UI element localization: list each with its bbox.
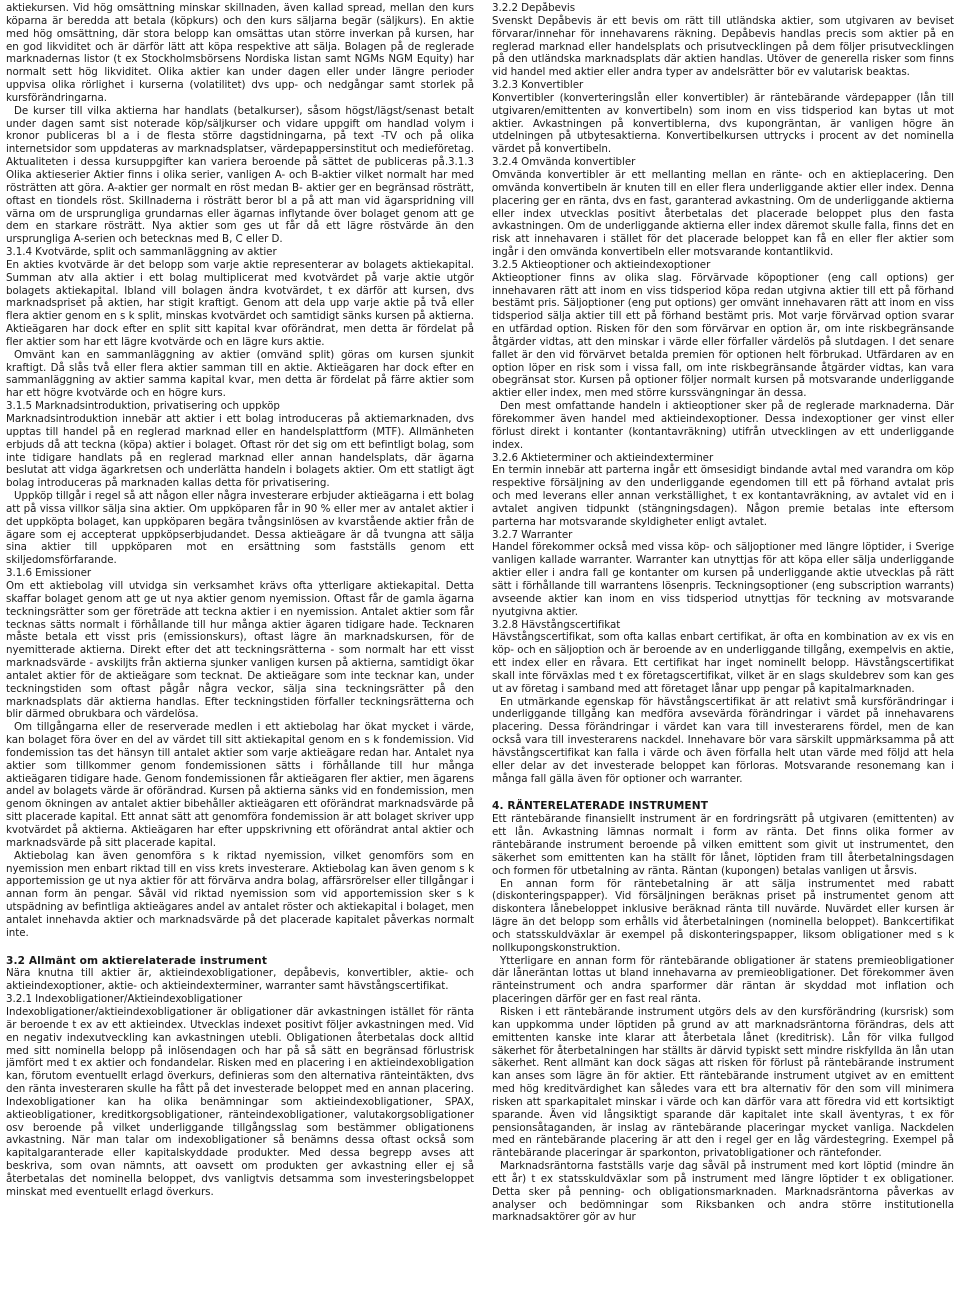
paragraph: En termin innebär att parterna ingår ett ömsesidigt bindande avtal med varandra om köp respektive försäljning av den underliggande egendomen till ett på förhand avtalat pris och med leverans eller annan verkställighet, t ex kontantavräkning, av avtalet vid en i avtalet angiven tidpunkt (stängningsdagen). Någon premie betalas inte eftersom parterna har motsvarande skyldigheter enligt avtalet. <box>492 464 954 528</box>
paragraph: Svenskt Depåbevis är ett bevis om rätt till utländska aktier, som utgivaren av beviset förvarar/innehar för innehavarens räkning. Depåbevis handlas precis som aktier på en reglerad marknad eller handelsplats och prisutvecklingen på dem följer prisutvecklingen på den utländska marknadsplats där aktien handlas. Utöver de generella risker som finns vid handel med aktier eller andra typer av andelsrätter bör ev valutarisk beaktas. <box>492 14 954 79</box>
subsection-heading: 3.2.6 Aktieterminer och aktieindexterminer <box>492 451 714 464</box>
paragraph: Ytterligare en annan form för räntebärande obligationer är statens premieobligationer där låneräntan lottas ut bland innehavarna av premieobligationer. Det förekommer även ränteinstrument och andra sparformer där räntan är skyddad mot inflation och placeringen därför ger en fast real ränta. <box>492 954 954 1006</box>
paragraph: Den mest omfattande handeln i aktieoptioner sker på de reglerade marknaderna. Där förekommer även handel med aktieindexoptioner. Dessa indexoptioner ger vinst eller förlust direkt i kontanter (kontantavräkning) utifrån utvecklingen av ett underliggande index. <box>492 400 954 451</box>
subsection-heading: 3.1.6 Emissioner <box>6 567 92 580</box>
subsection-heading: 3.1.4 Kvotvärde, split och sammanläggning av aktier <box>6 246 277 259</box>
paragraph: De kurser till vilka aktierna har handlats (betalkurser), såsom högst/lägst/senast betalt under dagen samt sist noterade köp/säljkurser och vidare uppgift om handlad volym i kronor publiceras bl a i de flesta större dagstidningarna, på text -TV och på olika internetsidor som uppdateras av marknadsplatser, värdepappersinstitut och medieföretag. Aktualiteten i dessa kursuppgifter kan variera beroende på sättet de publiceras på.3.1.3 Olika aktieserier Aktier finns i olika serier, vanligen A- och B-aktier vilket normalt har med rösträtten att göra. A-aktier ger normalt en röst medan B- aktier ger en begränsad rösträtt, oftast en tiondels röst. Skillnaderna i rösträtt beror bl a på att man vid ägarspridning vill värna om de ursprungliga grundarnas eller ägarnas inflytande över bolaget genom att ge dem en starkare rösträtt. Nya aktier som ges ut får då ett lägre röstvärde än den ursprungliga A-serien och betecknas med B, C eller D. <box>6 104 474 246</box>
paragraph: En annan form för räntebetalning är att sälja instrumentet med rabatt (diskonteringspapper). Vid försäljningen beräknas priset på instrumentet genom att diskontera lånebeloppet inklusive beräknad ränta till nuvärde. Nuvärdet eller kursen är lägre än det belopp som erhålls vid återbetalningen (nominella beloppet). Bankcertifikat och statsskuldväxlar är exempel på diskonteringspapper, liksom obligationer med s k nollkupongskonstruktion. <box>492 877 954 954</box>
subsection-heading: 3.2.1 Indexobligationer/Aktieindexobligationer <box>6 993 243 1006</box>
paragraph: Marknadsintroduktion innebär att aktier i ett bolag introduceras på aktiemarknaden, dvs upptas till handel på en reglerad marknad eller en handelsplattform (MTF). Allmänheten erbjuds då att teckna (köpa) aktier i bolaget. Oftast rör det sig om ett befintligt bolag, som inte tidigare handlats på en reglerad marknad eller annan handelsplats, där ägarna beslutat att vidga ägarkretsen och underlätta handeln i bolagets aktier. Om ett statligt ägt bolag introduceras på marknaden kallas detta för privatisering. <box>6 413 474 490</box>
subsection-heading: 3.2.3 Konvertibler <box>492 79 584 92</box>
paragraph: Indexobligationer/aktieindexobligationer är obligationer där avkastningen istället för ränta är beroende t ex av ett aktieindex. Utvecklas indexet positivt följer avkastningen med. Vid en negativ indexutveckling kan avkastningen utebli. Obligationen återbetalas dock alltid med sitt nominella belopp på inlösendagen och har på så sätt en begränsad förlustrisk jämfört med t ex aktier och fondandelar. Risken med en placering i en aktieindexobligation kan, förutom eventuellt erlagd överkurs, definieras som den alternativa ränteintäkten, dvs den ränta investeraren skulle ha fått på det investerade beloppet med en annan placering. Indexobligationer kan ha olika benämningar som aktieindexobligationer, SPAX, aktieobligationer, kreditkorgsobligationer, ränteindexobligationer, valutakorgsobligationer osv beroende på vilket underliggande tillgångsslag som bestämmer obligationens avkastning. När man talar om indexobligationer så benämns dessa oftast också som kapitalgaranterade eller kapitalskyddade produkter. Med dessa begrepp avses att beskriva, som ovan nämnts, att oavsett om produkten ger avkastning eller ej så återbetalas det nominella beloppet, dvs vanligtvis detsamma som investeringsbeloppet minskat med eventuellt erlagd överkurs. <box>6 1005 474 1198</box>
paragraph: Konvertibler (konverteringslån eller konvertibler) är räntebärande värdepapper (lån till utgivaren/emittenten av konvertibeln) som inom en viss tidsperiod kan bytas ut mot aktier. Avkastningen på konvertiblerna, dvs kupongräntan, är vanligen högre än utdelningen på utbytesaktierna. Konvertibelkursen uttrycks i procent av det nominella värdet på konvertibeln. <box>492 91 954 156</box>
paragraph: En akties kvotvärde är det belopp som varje aktie representerar av bolagets aktiekapital. Summan atv alla aktier i ett bolag multiplicerat med kvotvärdet på varje aktie utgör bolagets aktiekapital. Ibland vill bolagen ändra kvotvärdet, t ex därför att kursen, dvs marknadspriset på aktien, har stigit kraftigt. Genom att dela upp varje aktie på två eller flera aktier genom en s k split, minskas kvotvärdet och samtidigt sänks kursen på aktierna. Aktieägaren har dock efter en split sitt kapital kvar oförändrat, men detta är fördelat på fler aktier som har ett lägre kvotvärde och en lägre kurs aktie. <box>6 258 474 348</box>
section-heading: 4. RÄNTERELATERADE INSTRUMENT <box>492 800 709 813</box>
subsection-heading: 3.2.7 Warranter <box>492 528 573 541</box>
paragraph: Om tillgångarna eller de reserverade medlen i ett aktiebolag har ökat mycket i värde, kan bolaget föra över en del av värdet till sitt aktiekapital genom en s k fondemission. Vid fondemission tas det hänsyn till antalet aktier som varje aktieägare redan har. Antalet nya aktier som tillkommer genom fondemissionen sätts i förhållande till hur många aktieägaren tidigare hade. Genom fondemissionen får aktieägaren fler aktier, men ägarens andel av bolagets värde är oförändrad. Kursen på aktierna sänks vid en fondemission, men genom ökningen av antalet aktier bibehåller aktieägaren ett oförändrat marknadsvärde på sitt placerade kapital. Ett annat sätt att genomföra fondemission är att bolaget skriver upp kvotvärdet på aktierna. Aktieägaren har efter uppskrivning ett oförändrat antal aktier och marknadsvärde på sitt placerade kapital. <box>6 721 474 849</box>
paragraph: Aktieoptioner finns av olika slag. Förvärvade köpoptioner (eng call options) ger innehavaren rätt att inom en viss tidsperiod köpa redan utgivna aktier till ett på förhand bestämt pris. Säljoptioner (eng put options) ger omvänt innehavaren rätt att inom en viss tidsperiod sälja aktier till ett på förhand bestämt pris. Mot varje förvärvad option svarar en utfärdad option. Risken för den som förvärvar en option är, om inte riskbegränsande åtgärder vidtas, att den minskar i värde eller förfaller värdelös på slutdagen. I det senare fallet är den vid förvärvet betalda premien för optionen helt förbrukad. Utfärdaren av en option löper en risk som i vissa fall, om inte riskbegränsande åtgärder vidtas, kan vara obegränsat stor. Kursen på optioner följer normalt kursen på motsvarande underliggande aktier eller index, men med större kurssvängningar än dessa. <box>492 271 954 400</box>
subsection-heading: 3.2.5 Aktieoptioner och aktieindexoptioner <box>492 258 711 271</box>
subsection-heading: 3.1.5 Marknadsintroduktion, privatisering och uppköp <box>6 400 280 413</box>
paragraph: Uppköp tillgår i regel så att någon eller några investerare erbjuder aktieägarna i ett bolag att på vissa villkor sälja sina aktier. Om uppköparen får in 90 % eller mer av antalet aktier i det uppköpta bolaget, kan uppköparen begära tvångsinlösen av kvarstående aktier från de ägare som ej accepterat uppköpserbjudandet. Dessa aktieägare är då tvungna att sälja sina aktier till uppköparen mot en ersättning som fastställs genom ett skiljedomsförfarande. <box>6 490 474 567</box>
paragraph: Ett räntebärande finansiellt instrument är en fordringsrätt på utgivaren (emittenten) av ett lån. Avkastning lämnas normalt i form av ränta. Det finns olika former av räntebärande instrument beroende på vilken emittent som givit ut instrumentet, den säkerhet som emittenten kan ha ställt för lånet, löptiden fram till återbetalningsdagen och formen för utbetalning av ränta. Räntan (kupongen) betalas vanligen ut årsvis. <box>492 813 954 877</box>
paragraph: Aktiebolag kan även genomföra s k riktad nyemission, vilket genomförs som en nyemission men enbart riktad till en viss krets investerare. Aktiebolag kan även genom s k apportemission ge ut nya aktier för att förvärva andra bolag, affärsrörelser eller tillgångar i annan form än pengar. Såväl vid riktad nyemission som vid apportemission sker s k utspädning av befintliga aktieägares andel av antalet röster och aktiekapital i bolaget, men antalet innehavda aktier och marknadsvärde på det placerade kapitalet påverkas normalt inte. <box>6 849 474 939</box>
right-column <box>492 2 954 1292</box>
subsection-heading: 3.2.8 Hävstångscertifikat <box>492 618 621 631</box>
paragraph: aktiekursen. Vid hög omsättning minskar skillnaden, även kallad spread, mellan den kurs köparna är beredda att betala (köpkurs) och den kurs säljarna begär (säljkurs). En aktie med hög omsättning, där stora belopp kan omsättas utan större inverkan på kursen, har en god likviditet och är därför lätt att köpa respektive att sälja. Bolagen på de reglerade marknadernas listor (t ex Stockholmsbörsens Nordiska listan samt NGMs NGM Equity) har normalt sett hög likviditet. Olika aktier kan under dagen eller under längre perioder uppvisa olika rörlighet i kurserna (volatilitet) dvs upp- och nedgångar samt storlek på kursförändringarna. <box>6 2 474 104</box>
paragraph: Hävstångscertifikat, som ofta kallas enbart certifikat, är ofta en kombination av ex vis en köp- och en säljoption och är beroende av en underliggande tillgång, exempelvis en aktie, ett index eller en råvara. Ett certifikat har inget nominellt belopp. Hävstångscertifikat skall inte förväxlas med t ex företagscertifikat, vilket är en slags skuldebrev som kan ges ut av företag i samband med att företaget lånar upp pengar på kapitalmarknaden. <box>492 631 954 695</box>
paragraph: En utmärkande egenskap för hävstångscertifikat är att relativt små kursförändringar i underliggande tillgång kan medföra avsevärda förändringar i värdet på innehavarens placering. Dessa förändringar i värdet kan vara till investerarens fördel, men de kan också vara till investerarens nackdel. Innehavare bör vara särskilt uppmärksamma på att hävstångscertifikat kan falla i värde och även förfalla helt utan värde med följd att hela eller delar av det investerade beloppet kan förloras. Motsvarande resonemang kan i många fall gälla även för optioner och warranter. <box>492 695 954 785</box>
spacer <box>492 785 954 793</box>
paragraph: Om ett aktiebolag vill utvidga sin verksamhet krävs ofta ytterligare aktiekapital. Detta skaffar bolaget genom att ge ut nya aktier genom nyemission. Oftast får de gamla ägarna teckningsrätter som ger företräde att teckna aktier i en nyemission. Antalet aktier som får tecknas sätts normalt i förhållande till hur många aktier ägaren tidigare hade. Tecknaren måste betala ett visst pris (emissionskurs), oftast lägre än marknadskursen, för de nyemitterade aktierna. Direkt efter det att teckningsrätterna - som normalt har ett visst marknadsvärde - avskiljts från aktierna sjunker vanligen kursen på aktierna, samtidigt ökar antalet aktier för de aktieägare som tecknat. De aktieägare som inte tecknar kan, under teckningstiden som oftast pågår några veckor, sälja sina teckningsrätter på den marknadsplats där aktierna handlas. Efter teckningstiden förfaller teckningsrätterna och blir därmed obrukbara och värdelösa. <box>6 579 474 721</box>
paragraph: Omvända konvertibler är ett mellanting mellan en ränte- och en aktieplacering. Den omvända konvertibeln är knuten till en eller flera underliggande aktier eller index. Denna placering ger en ränta, dvs en fast, garanterad avkastning. Om de underliggande aktierna eller index utvecklas positivt återbetalas det placerade beloppet plus den fasta avkastningen. Om de underliggande aktierna eller index däremot skulle falla, finns det en risk att innehavaren i stället för det placerade beloppet kan få en eller fler aktier som ingår i den omvända konvertibeln eller motsvarande kontantlikvid. <box>492 168 954 259</box>
subsection-heading: 3.2.2 Depåbevis <box>492 2 576 14</box>
paragraph: Risken i ett räntebärande instrument utgörs dels av den kursförändring (kursrisk) som kan uppkomma under löptiden på grund av att marknadsräntorna förändras, dels att emittenten kanske inte klarar att återbetala lånet (kreditrisk). Lån för vilka fullgod säkerhet för återbetalningen har ställts är därvid typiskt sett mindre riskfyllda än lån utan säkerhet. Rent allmänt kan dock sägas att risken för förlust på räntebärande instrument kan anses som lägre än för aktier. Ett räntebärande instrument utgivet av en emittent med hög kreditvärdighet kan således vara ett bra alternativ för den som vill minimera risken att sparkapitalet minskar i värde och kan därför vara att föredra vid ett kortsiktigt sparande. Även vid långsiktigt sparande där kapitalet inte skall äventyras, t ex för pensionsåtaganden, är inslag av räntebärande placeringar mycket vanliga. Nackdelen med en räntebärande placering är att den i regel ger en låg värdestegring. Exempel på räntebärande placeringar är sparkonton, privatobligationer och räntefonder. <box>492 1005 954 1160</box>
left-column <box>6 2 474 1292</box>
section-heading: 3.2 Allmänt om aktierelaterade instrument <box>6 954 267 967</box>
spacer <box>6 940 474 948</box>
paragraph: Handel förekommer också med vissa köp- och säljoptioner med längre löptider, i Sverige vanligen kallade warranter. Warranter kan utnyttjas för att köpa eller sälja underliggande aktier eller i andra fall ge kontanter om kursen på underliggande aktie utvecklas på rätt sätt i förhållande till warrantens lösenpris. Teckningsoptioner (eng subscription warrants) avseende aktier kan inom en viss tidsperiod utnyttjas för teckning av motsvarande nyutgivna aktier. <box>492 541 954 618</box>
paragraph: Omvänt kan en sammanläggning av aktier (omvänd split) göras om kursen sjunkit kraftigt. Då slås två eller flera aktier samman till en aktie. Aktieägaren har dock efter en sammanläggning av aktier samma kapital kvar, men detta är fördelat på färre aktier som har ett högre kvotvärde och en högre kurs. <box>6 348 474 400</box>
paragraph: Nära knutna till aktier är, aktieindexobligationer, depåbevis, konvertibler, aktie- och aktieindexoptioner, aktie- och aktieindexterminer, warranter samt hävstångscertifikat. <box>6 967 474 993</box>
paragraph: Marknadsräntorna fastställs varje dag såväl på instrument med kort löptid (mindre än ett år) t ex statsskuldväxlar som på instrument med längre löptider t ex obligationer. Detta sker på penning- och obligationsmarknaden. Marknadsräntorna påverkas av analyser och bedömningar som Riksbanken och andra större institutionella marknadsaktörer gör av hur <box>492 1160 954 1224</box>
subsection-heading: 3.2.4 Omvända konvertibler <box>492 156 636 169</box>
